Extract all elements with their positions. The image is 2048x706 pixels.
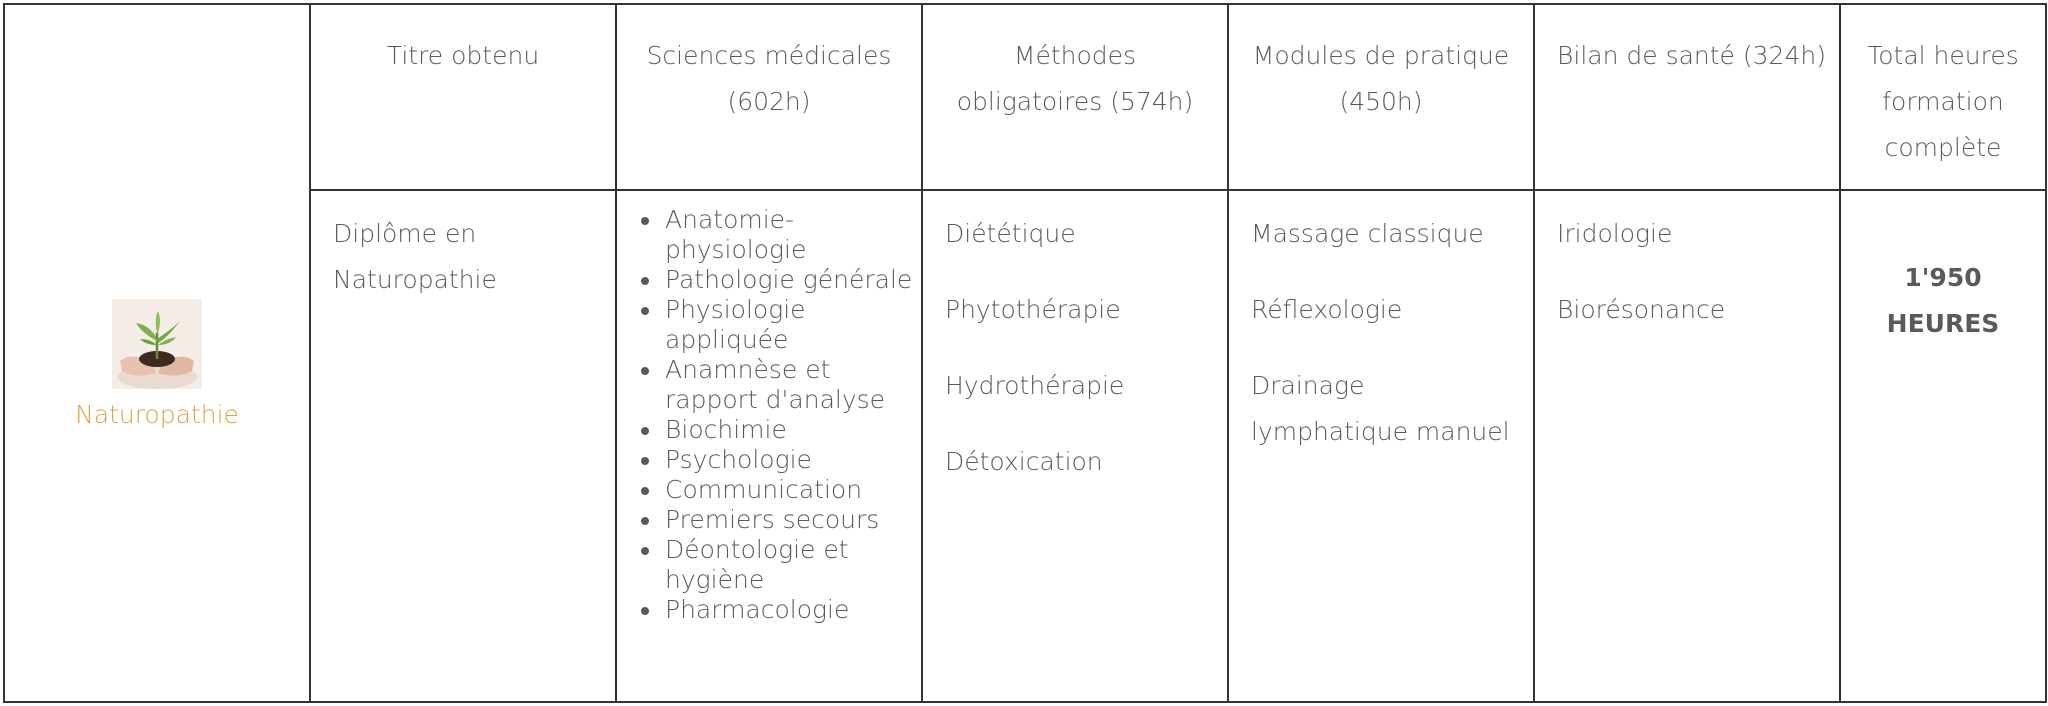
method-item: Hydrothérapie xyxy=(945,371,1125,400)
header-sciences: Sciences médicales (602h) xyxy=(616,4,922,190)
list-item: Pathologie générale xyxy=(665,265,913,294)
diploma-title: Diplôme en Naturopathie xyxy=(333,219,497,294)
header-bilan: Bilan de santé (324h) xyxy=(1534,4,1840,190)
sciences-cell xyxy=(616,190,922,702)
total-cell xyxy=(1840,190,2046,702)
module-item: Drainage lymphatique manuel xyxy=(1251,371,1510,446)
bilan-item: Biorésonance xyxy=(1557,295,1726,324)
program-cell xyxy=(4,4,310,702)
title-cell xyxy=(310,190,616,702)
list-item: Anamnèse et rapport d'analyse xyxy=(665,355,913,415)
seedling-in-hands-icon xyxy=(112,299,202,389)
header-methods: Méthodes obligatoires (574h) xyxy=(922,4,1228,190)
list-item: Biochimie xyxy=(665,415,913,445)
method-item: Détoxication xyxy=(945,447,1103,476)
program-row xyxy=(4,190,2046,702)
list-item: Premiers secours xyxy=(665,505,913,535)
training-table xyxy=(3,3,2047,703)
modules-cell xyxy=(1228,190,1534,702)
list-item: Communication xyxy=(665,475,913,505)
header-total: Total heures formation complète xyxy=(1840,4,2046,190)
program-name: Naturopathie xyxy=(75,400,239,429)
total-hours-value: 1'950 xyxy=(1904,263,1982,292)
method-item: Phytothérapie xyxy=(945,295,1121,324)
list-item: Déontologie et hygiène xyxy=(665,535,913,595)
list-item: Psychologie xyxy=(665,445,913,475)
header-title: Titre obtenu xyxy=(310,4,616,190)
module-item: Réflexologie xyxy=(1251,295,1403,324)
sciences-list xyxy=(629,205,913,625)
list-item: Pharmacologie xyxy=(665,595,913,625)
header-modules: Modules de pratique (450h) xyxy=(1228,4,1534,190)
total-hours-unit: HEURES xyxy=(1886,309,2000,338)
list-item: Physiologie appliquée xyxy=(665,295,913,355)
header-row xyxy=(4,4,2046,190)
list-item: Anatomie-physiologie xyxy=(665,205,913,265)
module-item: Massage classique xyxy=(1251,219,1484,248)
bilan-cell xyxy=(1534,190,1840,702)
methods-cell xyxy=(922,190,1228,702)
bilan-item: Iridologie xyxy=(1557,219,1673,248)
method-item: Diététique xyxy=(945,219,1076,248)
